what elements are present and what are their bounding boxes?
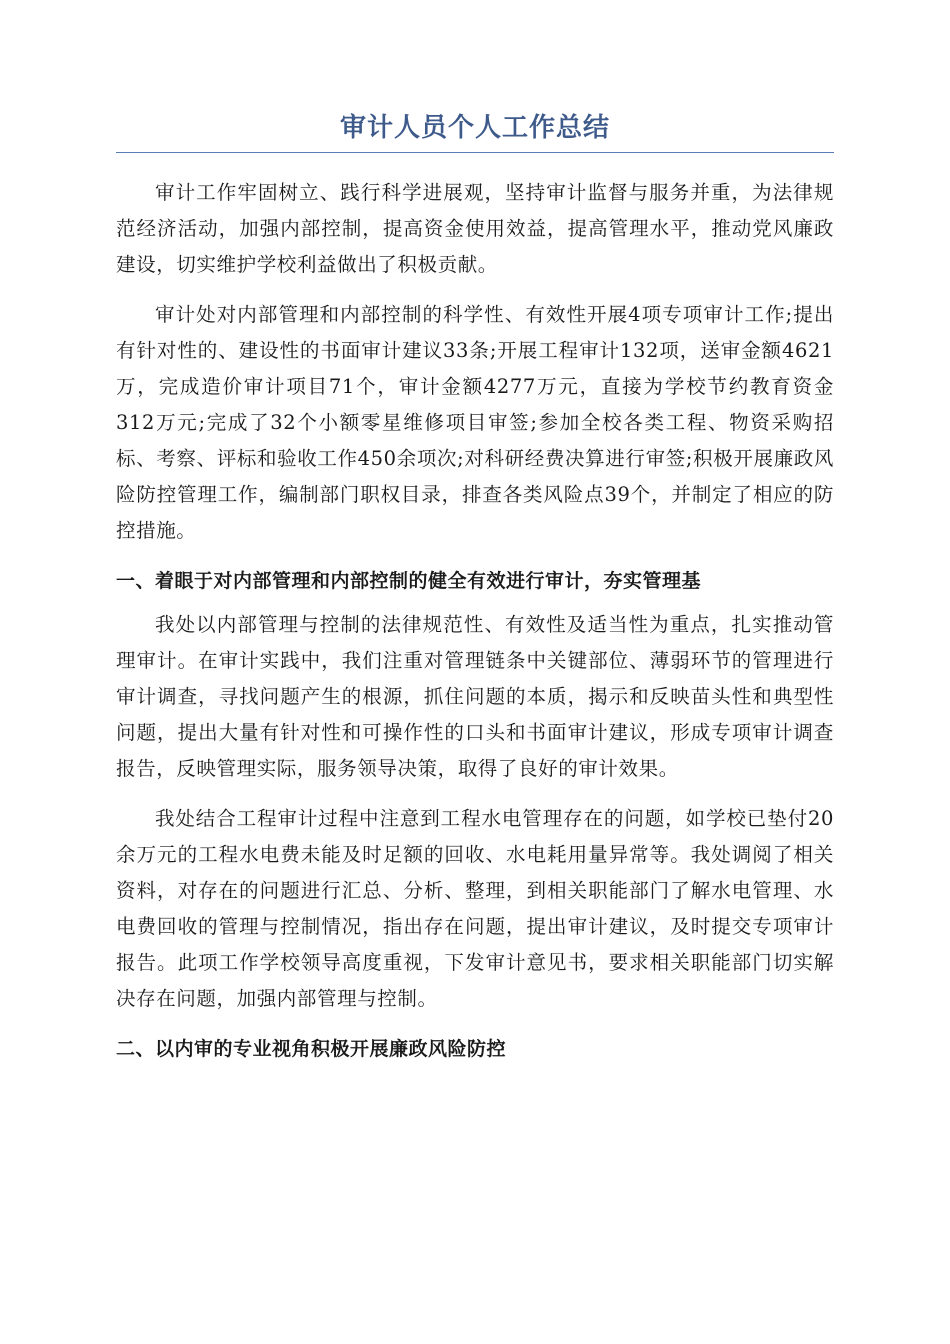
- intro-paragraph: 审计工作牢固树立、践行科学进展观，坚持审计监督与服务并重，为法律规范经济活动，加强内部控制，提高资金使用效益，提高管理水平，推动党风廉政建设，切实维护学校利益做出了积极贡献。: [116, 181, 834, 276]
- summary-paragraph: 审计处对内部管理和内部控制的科学性、有效性开展4项专项审计工作;提出有针对性的、建设性的书面审计建议33条;开展工程审计132项，送审金额4621万，完成造价审计项目71个，审计金额4277万元，直接为学校节约教育资金312万元;完成了32个小额零星维修项目审签;参加全校各类工程、物资采购招标、考察、评标和验收工作450余项次;对科研经费决算进行审签;积极开展廉政风险防控管理工作，编制部门职权目录，排查各类风险点39个，并制定了相应的防控措施。: [116, 303, 834, 542]
- section-heading-1: 一、着眼于对内部管理和内部控制的健全有效进行审计，夯实管理基: [116, 570, 702, 592]
- section1-paragraph-2: 我处结合工程审计过程中注意到工程水电管理存在的问题，如学校已垫付20余万元的工程水电费未能及时足额的回收、水电耗用量异常等。我处调阅了相关资料，对存在的问题进行汇总、分析、整理，到相关职能部门了解水电管理、水电费回收的管理与控制情况，指出存在问题，提出审计建议，及时提交专项审计报告。此项工作学校领导高度重视，下发审计意见书，要求相关职能部门切实解决存在问题，加强内部管理与控制。: [116, 807, 834, 1010]
- section-heading-2: 二、以内审的专业视角积极开展廉政风险防控: [116, 1038, 507, 1060]
- document-page: [116, 108, 834, 1075]
- section1-paragraph-1: 我处以内部管理与控制的法律规范性、有效性及适当性为重点，扎实推动管理审计。在审计实践中，我们注重对管理链条中关键部位、薄弱环节的管理进行审计调查，寻找问题产生的根源，抓住问题的本质，揭示和反映苗头性和典型性问题，提出大量有针对性和可操作性的口头和书面审计建议，形成专项审计调查报告，反映管理实际，服务领导决策，取得了良好的审计效果。: [116, 613, 834, 780]
- document-title: 审计人员个人工作总结: [116, 108, 834, 153]
